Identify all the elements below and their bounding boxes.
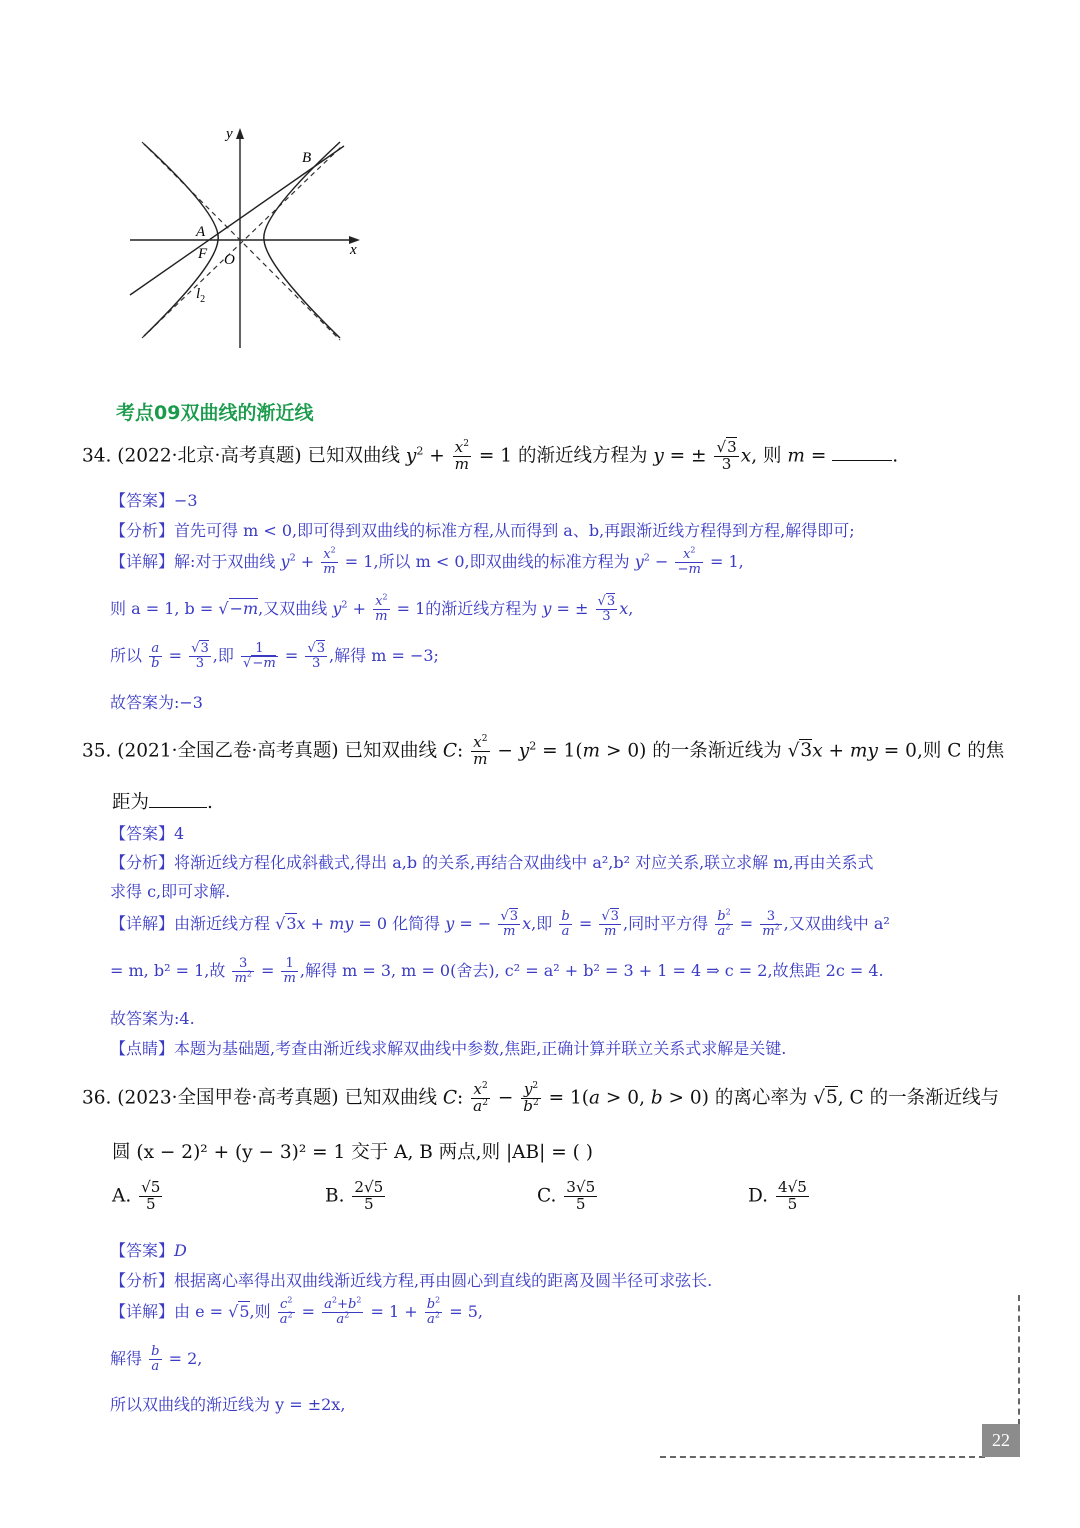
page-number: 22 <box>982 1424 1020 1457</box>
label-F: F <box>198 246 208 262</box>
question-34: 34. (2022·北京·高考真题) 已知双曲线 $y^2$ + $\frac{x^2}{m}$ = 1 的渐近线方程为 y = ± $\frac{√3}{3}$ x, 则 m = . <box>82 438 899 473</box>
section-title: 考点09双曲线的渐近线 <box>116 402 314 424</box>
q34-answer: 【答案】−3 <box>110 491 198 510</box>
page-border-vertical <box>1018 1295 1020 1425</box>
label-B: B <box>302 150 312 166</box>
label-O: O <box>224 252 235 268</box>
q34-final: 故答案为:−3 <box>110 693 203 712</box>
q35-detail-2: = m, b² = 1,故 $\frac{3}{m^2}$ = $\frac{1}{m}$ ,解得 m = 3, m = 0(舍去), c² = a² + b² = 3 + 1 = 4 ⇒ c = 2,故焦距 2c = 4. <box>110 956 884 986</box>
q35-line2: 距为 . <box>112 792 213 813</box>
option-c[interactable]: C. $\frac{3√5}{5}$ <box>537 1178 596 1213</box>
q35-answer: 【答案】4 <box>110 824 185 843</box>
question-36: 36. (2023·全国甲卷·高考真题) 已知双曲线 C: $\frac{x^2}{a^2}$ − $\frac{y^2}{b^2}$ = 1(a > 0, b > 0) 的离心率为 √5, C 的一条渐近线与 <box>82 1080 1000 1115</box>
q34-detail-3: 所以 $\frac{a}{b}$ = $\frac{√3}{3}$ ,即 $\frac{1}{√-m}$ = $\frac{√3}{3}$ ,解得 m = −3; <box>110 641 439 671</box>
q35-analysis-1: 【分析】将渐近线方程化成斜截式,得出 a,b 的关系,再结合双曲线中 a²,b² 对应关系,联立求解 m,再由关系式 <box>110 853 874 872</box>
q36-detail-1: 【详解】由 e = √5,则 $\frac{c^2}{a^2}$ = $\frac{a^2+b^2}{a^2}$ = 1 + $\frac{b^2}{a^2}$ = 5, <box>110 1295 484 1327</box>
q35-final: 故答案为:4. <box>110 1009 195 1028</box>
q36-answer: 【答案】D <box>110 1241 187 1260</box>
option-b[interactable]: B. $\frac{2√5}{5}$ <box>325 1178 384 1213</box>
page-border-horizontal <box>660 1456 985 1458</box>
label-x: x <box>350 242 357 258</box>
q34-detail-2: 则 a = 1, b = √−m,又双曲线 $y^2$ + $\frac{x^2}{m}$ = 1的渐近线方程为 y = ± $\frac{√3}{3}$ x, <box>110 592 634 624</box>
q36-detail-3: 所以双曲线的渐近线为 y = ±2x, <box>110 1395 346 1414</box>
label-l2: $l_2$ <box>196 286 206 305</box>
q36-detail-2: 解得 $\frac{b}{a}$ = 2, <box>110 1344 203 1374</box>
hyperbola-figure <box>120 120 370 355</box>
option-a[interactable]: A. $\frac{√5}{5}$ <box>112 1178 161 1213</box>
q34-detail-1: 【详解】解:对于双曲线 $y^2$ + $\frac{x^2}{m}$ = 1,所以 m < 0,即双曲线的标准方程为 $y^2$ − $\frac{x^2}{-m}$ = 1, <box>110 545 744 577</box>
y-axis-arrow <box>236 128 244 139</box>
q36-analysis: 【分析】根据离心率得出双曲线渐近线方程,再由圆心到直线的距离及圆半径可求弦长. <box>110 1271 713 1290</box>
q35-comment: 【点睛】本题为基础题,考查由渐近线求解双曲线中参数,焦距,正确计算并联立关系式求解是关键. <box>110 1039 787 1058</box>
label-y: y <box>226 126 233 142</box>
option-d[interactable]: D. $\frac{4√5}{5}$ <box>748 1178 807 1213</box>
line-AB <box>130 146 344 295</box>
q35-analysis-2: 求得 c,即可求解. <box>110 882 231 901</box>
q35-detail-1: 【详解】由渐近线方程 √3x + my = 0 化简得 y = − $\frac{√3}{m}$ x,即 $\frac{b}{a}$ = $\frac{√3}{m}$ ,同时平方得 $\frac{b^2}{a^2}$ = $\frac{3}{m^2}$ ,又双曲线中 a² <box>110 907 890 939</box>
label-A: A <box>196 224 206 240</box>
question-35: 35. (2021·全国乙卷·高考真题) 已知双曲线 C: $\frac{x^2}{m}$ − $y^2 = 1(m > 0)$ 的一条渐近线为 √3x + my = 0,则 C 的焦 <box>82 733 1005 768</box>
q36-line2: 圆 (x − 2)² + (y − 3)² = 1 交于 A, B 两点,则 |AB| = ( ) <box>112 1142 593 1163</box>
q34-analysis: 【分析】首先可得 m < 0,即可得到双曲线的标准方程,从而得到 a、b,再跟渐近线方程得到方程,解得即可; <box>110 521 855 540</box>
